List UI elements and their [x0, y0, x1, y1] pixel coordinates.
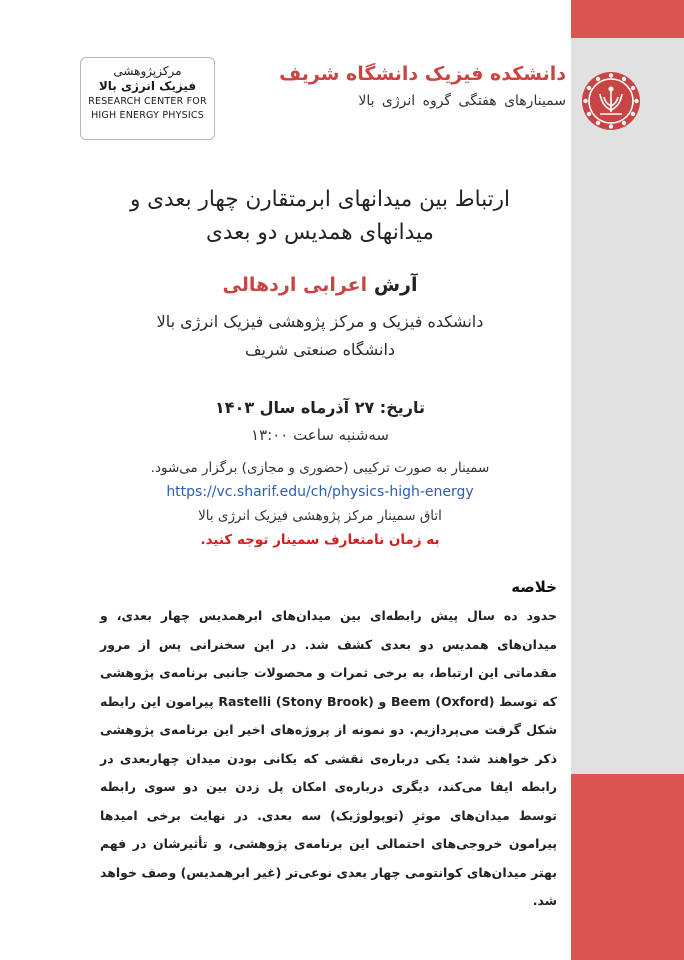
online-meeting-link[interactable]: https://vc.sharif.edu/ch/physics-high-energy: [166, 484, 474, 500]
seminar-series: سمینارهای هفتگی گروه انرژی بالا: [358, 93, 566, 109]
affiliation-line2: دانشگاه صنعتی شریف: [244, 340, 396, 359]
department-name: دانشکده فیزیک دانشگاه شریف: [279, 63, 566, 85]
seminar-info: [70, 456, 570, 552]
seminar-room: اتاق سمینار مرکز پژوهشی فیزیک انرژی بالا: [198, 508, 442, 524]
time-warning: به زمان نامتعارف سمینار توجه کنید.: [200, 532, 440, 548]
summary-text: حدود ده سال پیش رابطه‌ای بین میدان‌های ابرهمدیس چهار بعدی، و میدان‌های همدیس دو بعدی کشف شد. در این سخنرانی پس از مرور مقدماتی این ارتباط، به برخی ثمرات و محصولات جانبی برنامه‌ی پژوهشی که توسط Beem (Oxford) و Rastelli (Stony Brook) پیرامون این رابطه شکل گرفت می‌پردازیم. دو نمونه از پروژه‌های اخیر این برنامه‌ی پژوهشی ذکر خواهند شد: یکی درباره‌ی نقشی که یکانی بودن میدان چهاربعدی در رابطه ایفا می‌کند، دیگری درباره‌ی امکان پل زدن بین دو سوی رابطه توسط میدان‌های موثرِ (توپولوژیک) سه بعدی. در نهایت برخی امیدها پیرامون خروجی‌های احتمالی این برنامه‌ی پژوهشی، و تأثیرشان در فهم بهتر میدان‌های کوانتومی چهار بعدی نوعی‌تر (غیر ابرهمدیس) وصف خواهد شد.: [100, 608, 557, 908]
speaker-last-name: اعرابی اردهالی: [222, 274, 368, 296]
research-center-logo: [80, 57, 215, 140]
logo-en-line1: RESEARCH CENTER FOR: [88, 96, 207, 107]
talk-title-line2: میدانهای همدیس دو بعدی: [206, 220, 434, 245]
side-accent-top: [571, 0, 684, 38]
affiliation-line1: دانشکده فیزیک و مرکز پژوهشی فیزیک انرژی بالا: [156, 312, 484, 331]
sharif-university-seal-icon: [580, 70, 642, 132]
talk-title-line1: ارتباط بین میدانهای ابرمتقارن چهار بعدی و: [129, 187, 511, 212]
side-accent-bottom: [571, 774, 684, 960]
speaker-name: [70, 272, 570, 298]
seminar-time: سه‌شنبه ساعت ۱۳:۰۰: [251, 426, 389, 444]
logo-fa-line2: فیزیک انرژی بالا: [98, 79, 197, 93]
talk-title: [70, 183, 570, 249]
speaker-first-name: آرش: [373, 274, 418, 296]
seminar-mode: سمینار به صورت ترکیبی (حضوری و مجازی) برگزار می‌شود.: [150, 460, 490, 476]
logo-en-line2: HIGH ENERGY PHYSICS: [91, 110, 204, 121]
logo-fa-line1: مرکزپژوهشی: [113, 64, 182, 78]
seminar-date: تاریخ: ۲۷ آذرماه سال ۱۴۰۳: [215, 398, 425, 417]
summary-heading: خلاصه: [511, 578, 557, 596]
header: [246, 62, 566, 112]
speaker-affiliation: [70, 308, 570, 364]
